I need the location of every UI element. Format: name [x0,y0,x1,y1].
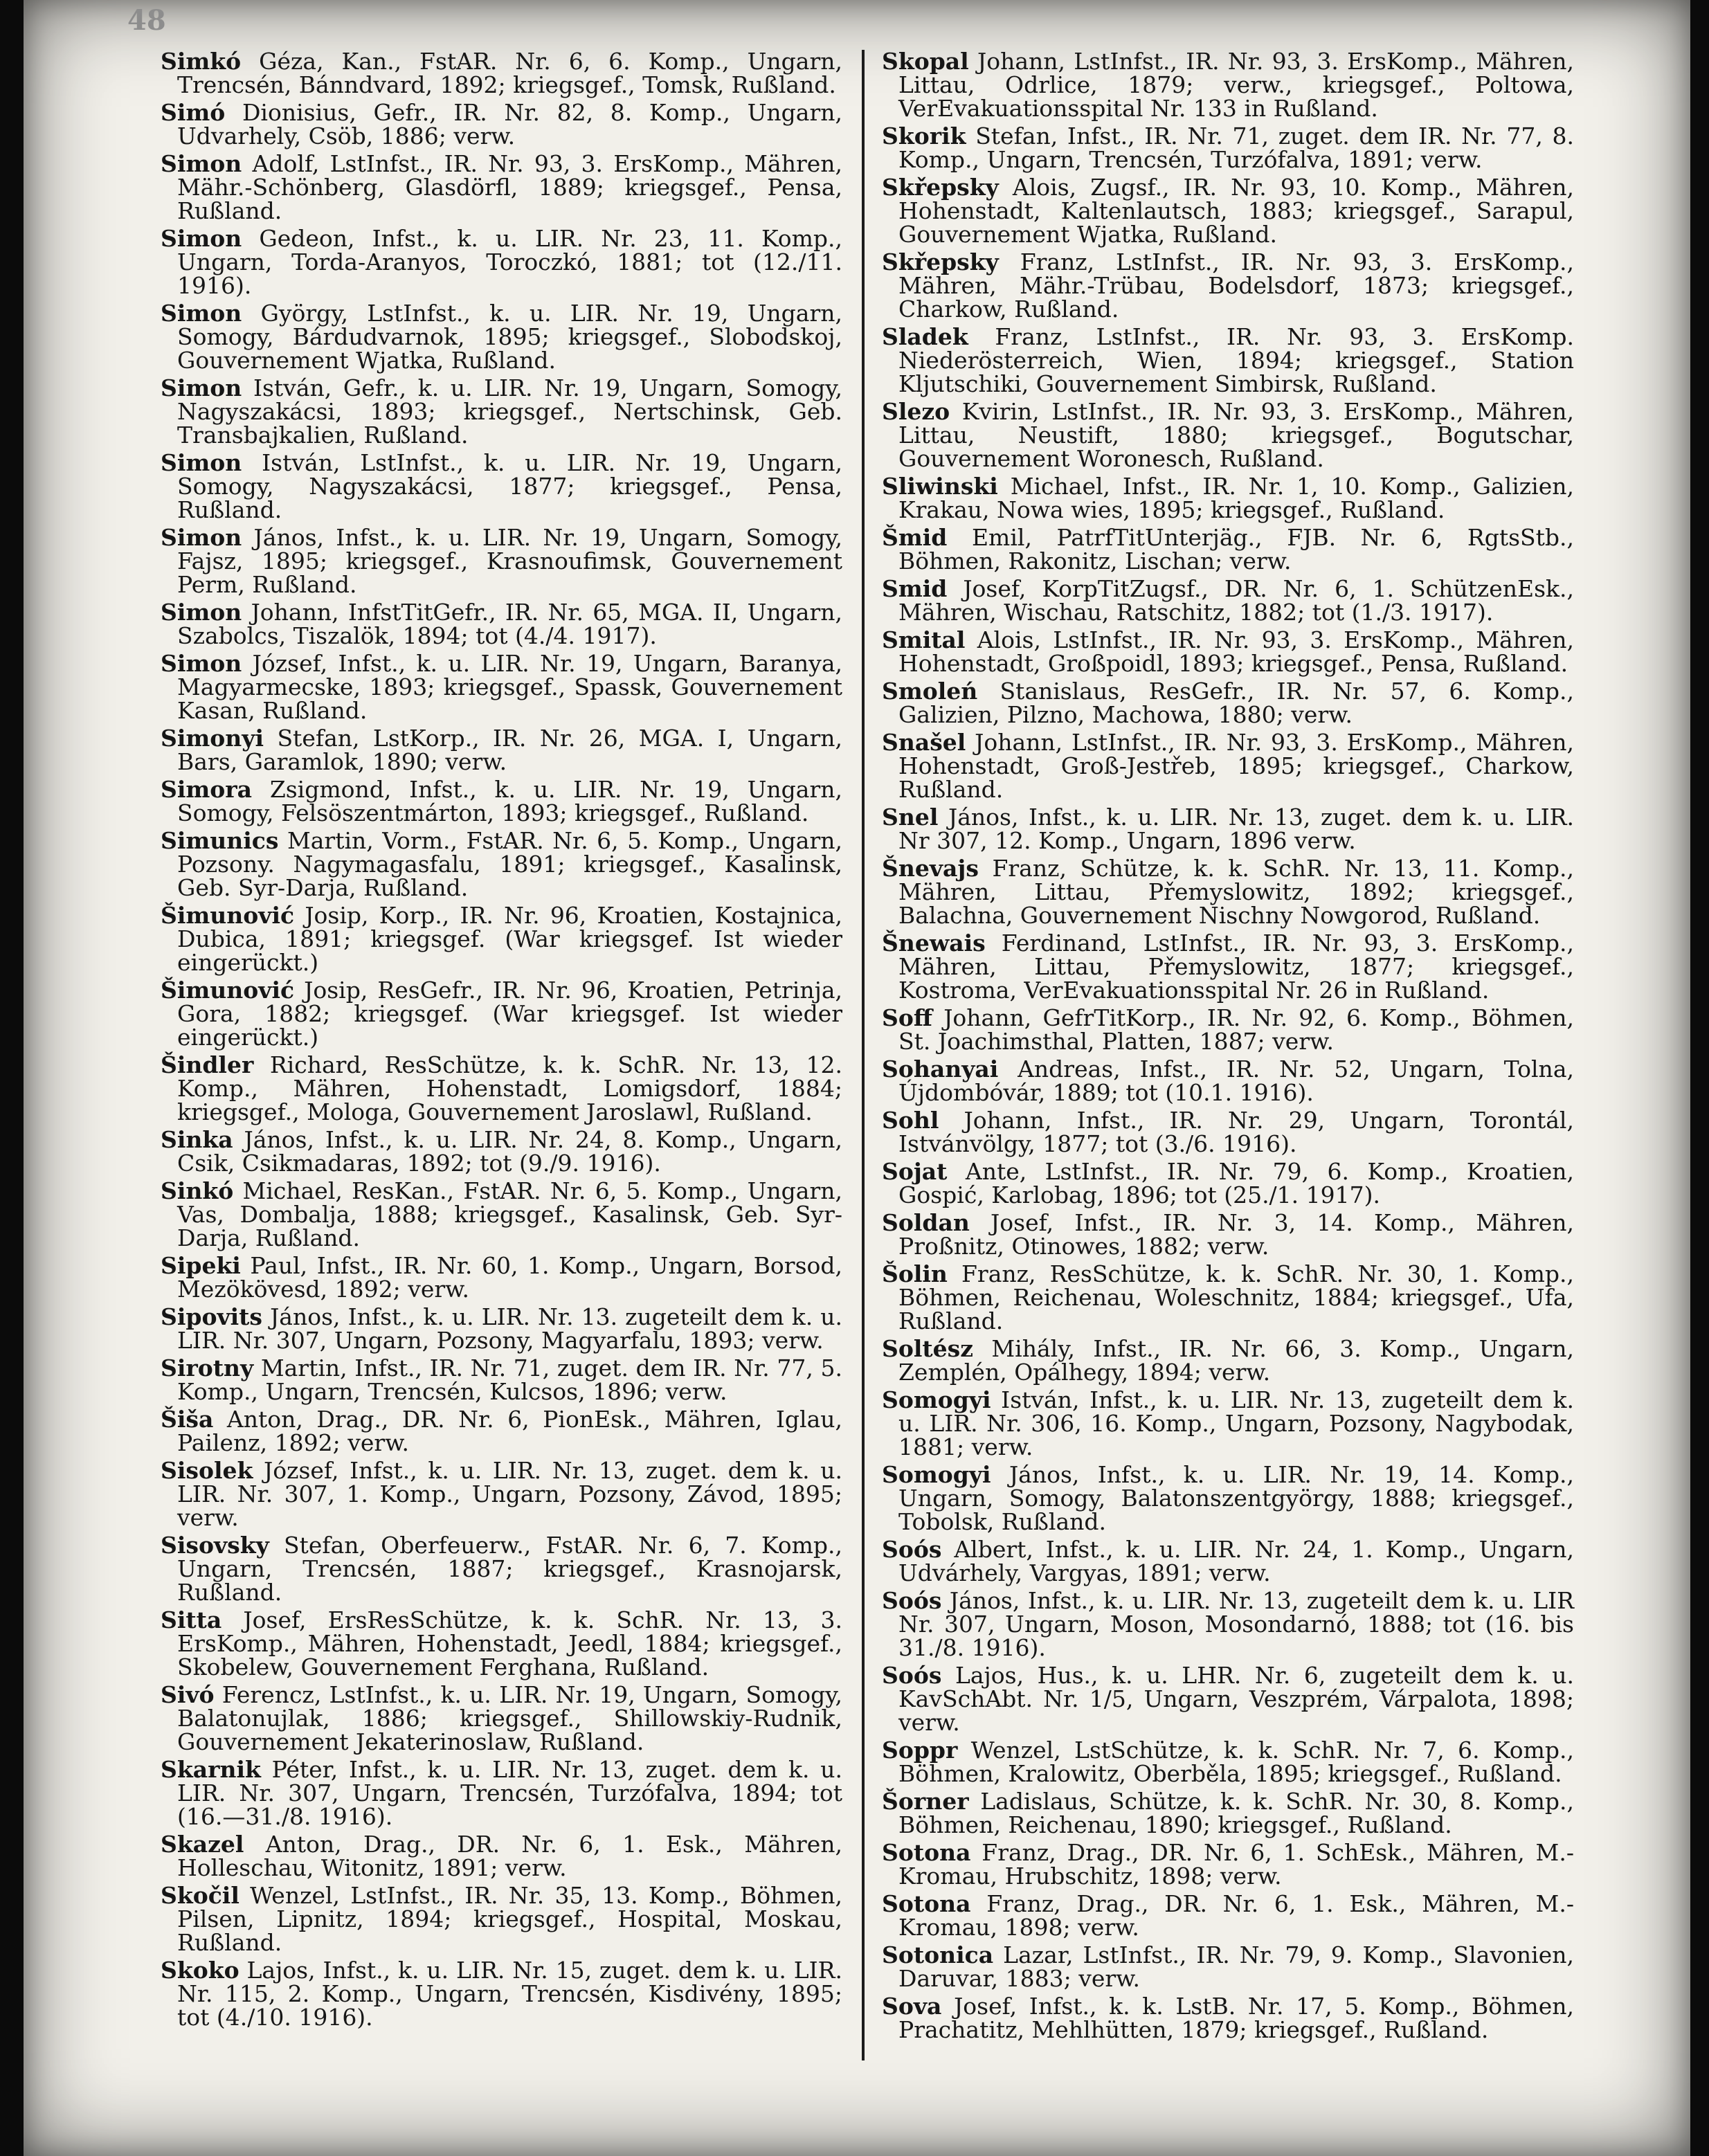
entry-surname: Soós [882,1662,942,1689]
entry-details: Adolf, LstInfst., IR. Nr. 93, 3. ErsKomp., Mähren, Mähr.-Schönberg, Glasdörfl, 1889; kriegsgef., Pensa, Rußland. [177,150,842,224]
entry-details: Dionisius, Gefr., IR. Nr. 82, 8. Komp., Ungarn, Udvarhely, Csöb, 1886; verw. [177,99,842,150]
entry-surname: Sivó [161,1681,215,1708]
entry-details: József, Infst., k. u. LIR. Nr. 13, zuget. dem k. u. LIR. Nr. 307, 1. Komp., Ungarn, Pozsony, Závod, 1895; verw. [177,1457,843,1531]
list-item [882,680,1574,727]
document-page [24,0,1690,2156]
entry-surname: Simon [161,599,242,626]
list-item [882,1941,1574,1992]
list-item [882,1337,1574,1384]
entry-surname: Simkó [161,48,242,75]
entry-details: István, LstInfst., k. u. LIR. Nr. 19, Ungarn, Somogy, Nagyszakácsi, 1877; kriegsgef., Pensa, Rußland. [177,449,842,523]
list-item [161,829,842,900]
list-item [161,1683,842,1754]
list-item [882,1739,1574,1786]
entry-surname: Šmid [882,524,948,551]
entry-details: Johann, LstInfst., IR. Nr. 93, 3. ErsKomp., Mähren, Littau, Odrlice, 1879; verw., kriegsgef., Poltowa, VerEvakuationsspital Nr. 133 in Rußland. [898,48,1574,122]
list-item [161,1305,842,1352]
entry-surname: Sohanyai [882,1056,999,1082]
list-item [161,1884,842,1955]
entry-details: Franz, Drag., DR. Nr. 6, 1. Esk., Mähren, M.-Kromau, 1898; verw. [898,1890,1574,1941]
entry-details: Ladislaus, Schütze, k. k. SchR. Nr. 30, 8. Komp., Böhmen, Reichenau, 1890; kriegsgef., Rußland. [898,1788,1574,1838]
entry-details: Franz, Schütze, k. k. SchR. Nr. 13, 11. Komp., Mähren, Littau, Přemyslowitz, 1892; kriegsgef., Balachna, Gouvernement Nischny Nowgorod, Rußland. [898,855,1574,929]
entry-surname: Sotonica [882,1941,994,1968]
entry-surname: Sotona [882,1839,971,1866]
right-column [882,50,1574,2046]
list-item [882,248,1574,323]
list-item [161,1408,842,1455]
entry-surname: Sliwinski [882,473,998,500]
entry-details: Josip, Korp., IR. Nr. 96, Kroatien, Kostajnica, Dubica, 1891; kriegsgef. (War kriegsgef. Ist wieder eingerückt.) [177,902,842,976]
entry-surname: Sinkó [161,1177,234,1204]
list-item [882,50,1574,120]
entry-details: Alois, Zugsf., IR. Nr. 93, 10. Komp., Mähren, Hohenstadt, Kaltenlautsch, 1883; kriegsgef., Sarapul, Gouvernement Wjatka, Rußland. [898,174,1574,248]
list-item [882,475,1574,522]
list-item [882,1109,1574,1156]
entry-surname: Simon [161,150,242,177]
list-item [161,1833,842,1880]
entry-details: Michael, Infst., IR. Nr. 1, 10. Komp., Galizien, Krakau, Nowa wies, 1895; kriegsgef., Rußland. [898,473,1574,523]
entry-details: Zsigmond, Infst., k. u. LIR. Nr. 19, Ungarn, Somogy, Felsöszentmárton, 1893; kriegsgef., Rußland. [177,776,842,826]
entry-details: Andreas, Infst., IR. Nr. 52, Ungarn, Tolna, Újdombóvár, 1889; tot (10.1. 1916). [898,1056,1574,1106]
entry-details: Josip, ResGefr., IR. Nr. 96, Kroatien, Petrinja, Gora, 1882; kriegsgef. (War kriegsgef. Ist wieder eingerückt.) [177,977,842,1051]
entry-surname: Skazel [161,1831,244,1858]
entry-details: Albert, Infst., k. u. LIR. Nr. 24, 1. Komp., Ungarn, Udvárhely, Vargyas, 1891; verw. [898,1536,1574,1586]
list-item [882,125,1574,172]
list-item [161,50,842,97]
entry-surname: Sipeki [161,1252,241,1279]
entry-details: János, Infst., k. u. LIR. Nr. 19, 14. Komp., Ungarn, Somogy, Balatonszentgyörgy, 1888; kriegsgef., Tobolsk, Rußland. [898,1461,1574,1535]
list-item [882,1006,1574,1053]
entry-surname: Sladek [882,323,968,350]
list-item [882,1664,1574,1734]
entry-surname: Sisolek [161,1457,253,1484]
entry-details: Josef, ErsResSchütze, k. k. SchR. Nr. 13, 3. ErsKomp., Mähren, Hohenstadt, Jeedl, 1884; kriegsgef., Skobelew, Gouvernement Ferghana, Rußland. [177,1606,842,1681]
entry-details: János, Infst., k. u. LIR. Nr. 19, Ungarn, Somogy, Fajsz, 1895; kriegsgef., Krasnoufimsk, Gouvernement Perm, Rußland. [177,524,842,598]
list-item [161,1606,842,1681]
entry-surname: Sitta [161,1606,222,1633]
list-item [161,1053,842,1124]
entry-surname: Sinka [161,1126,233,1153]
list-item [161,101,842,148]
list-item [882,1589,1574,1660]
list-item [882,526,1574,573]
entry-details: János, Infst., k. u. LIR. Nr. 13, zugeteilt dem k. u. LIR Nr. 307, Ungarn, Moson, Mosondarnó, 1888; tot (16. bis 31./8. 1916). [898,1587,1574,1661]
list-item [882,1211,1574,1258]
entry-details: János, Infst., k. u. LIR. Nr. 24, 8. Komp., Ungarn, Csik, Csikmadaras, 1892; tot (9./9. 1916). [177,1126,842,1177]
entry-surname: Smid [882,575,948,602]
list-item [882,176,1574,246]
entry-surname: Sirotny [161,1355,254,1382]
entry-details: István, Infst., k. u. LIR. Nr. 13, zugeteilt dem k. u. LIR. Nr. 306, 16. Komp., Ungarn, Pozsony, Nagybodak, 1881; verw. [898,1386,1574,1460]
entry-details: Martin, Vorm., FstAR. Nr. 6, 5. Komp., Ungarn, Pozsony. Nagymagasfalu, 1891; kriegsgef., Kasalinsk, Geb. Syr-Darja, Rußland. [177,827,842,901]
list-item [161,1959,842,2029]
list-item [882,1388,1574,1459]
entry-surname: Šimunović [161,902,295,929]
entry-surname: Soldan [882,1209,970,1236]
list-item [161,1254,842,1301]
entry-surname: Simonyi [161,725,264,752]
entry-details: Franz, LstInfst., IR. Nr. 93, 3. ErsKomp., Mähren, Mähr.-Trübau, Bodelsdorf, 1873; kriegsgef., Charkow, Rußland. [898,248,1574,323]
entry-surname: Sojat [882,1158,948,1185]
list-item [882,1995,1574,2042]
entry-details: János, Infst., k. u. LIR. Nr. 13. zugeteilt dem k. u. LIR. Nr. 307, Ungarn, Pozsony, Magyarfalu, 1893; verw. [177,1303,842,1354]
entry-details: János, Infst., k. u. LIR. Nr. 13, zuget. dem k. u. LIR. Nr 307, 12. Komp., Ungarn, 1896 verw. [898,804,1574,854]
entry-surname: Skřepsky [882,248,999,275]
entry-surname: Smital [882,626,966,653]
entry-surname: Snel [882,804,939,831]
entry-details: Gedeon, Infst., k. u. LIR. Nr. 23, 11. Komp., Ungarn, Torda-Aranyos, Toroczkó, 1881; tot (12./11. 1916). [177,225,842,299]
entry-details: Lajos, Hus., k. u. LHR. Nr. 6, zugeteilt dem k. u. KavSchAbt. Nr. 1/5, Ungarn, Veszprém, Várpalota, 1898; verw. [898,1662,1574,1736]
entry-surname: Sohl [882,1107,939,1134]
entry-details: Anton, Drag., DR. Nr. 6, 1. Esk., Mähren, Holleschau, Witonitz, 1891; verw. [177,1831,842,1881]
list-item [161,1179,842,1250]
entry-details: Péter, Infst., k. u. LIR. Nr. 13, zuget. dem k. u. LIR. Nr. 307, Ungarn, Trencsén, Turzófalva, 1894; tot (16.—31./8. 1916). [177,1756,842,1830]
page-number: 48 [127,4,166,37]
entry-details: Stefan, Infst., IR. Nr. 71, zuget. dem IR. Nr. 77, 8. Komp., Ungarn, Trencsén, Turzófalva, 1891; verw. [898,123,1574,173]
entry-details: Wenzel, LstInfst., IR. Nr. 35, 13. Komp., Böhmen, Pilsen, Lipnitz, 1894; kriegsgef., Hospital, Moskau, Rußland. [177,1882,842,1956]
entry-details: Josef, Infst., IR. Nr. 3, 14. Komp., Mähren, Proßnitz, Otinowes, 1882; verw. [898,1209,1574,1260]
entry-surname: Šnevajs [882,855,979,882]
entry-details: Kvirin, LstInfst., IR. Nr. 93, 3. ErsKomp., Mähren, Littau, Neustift, 1880; kriegsgef., Bogutschar, Gouvernement Woronesch, Rußland. [898,398,1574,472]
entry-surname: Šiša [161,1406,214,1433]
entry-details: Wenzel, LstSchütze, k. k. SchR. Nr. 7, 6. Komp., Böhmen, Kralowitz, Oberběla, 1895; kriegsgef., Rußland. [898,1737,1574,1787]
entry-details: György, LstInfst., k. u. LIR. Nr. 19, Ungarn, Somogy, Bárdudvarnok, 1895; kriegsgef., Slobodskoj, Gouvernement Wjatka, Rußland. [177,300,842,374]
list-item [882,628,1574,676]
entry-surname: Šimunović [161,977,295,1004]
entry-details: Johann, InfstTitGefr., IR. Nr. 65, MGA. II, Ungarn, Szabolcs, Tiszalök, 1894; tot (4./4. 1917). [177,599,842,649]
column-divider [862,50,865,2060]
list-item [882,857,1574,927]
entry-details: Alois, LstInfst., IR. Nr. 93, 3. ErsKomp., Mähren, Hohenstadt, Großpoidl, 1893; kriegsgef., Pensa, Rußland. [898,626,1574,677]
entry-surname: Šindler [161,1051,254,1078]
list-item [161,1459,842,1530]
left-column [161,50,842,2033]
entry-details: Stefan, Oberfeuerw., FstAR. Nr. 6, 7. Komp., Ungarn, Trencsén, 1887; kriegsgef., Krasnojarsk, Rußland. [177,1532,842,1606]
entry-details: Michael, ResKan., FstAR. Nr. 6, 5. Komp., Ungarn, Vas, Dombalja, 1888; kriegsgef., Kasalinsk, Geb. Syr-Darja, Rußland. [177,1177,842,1251]
entry-details: Géza, Kan., FstAR. Nr. 6, 6. Komp., Ungarn, Trencsén, Bánndvard, 1892; kriegsgef., Tomsk, Rußland. [177,48,842,98]
entry-details: Lajos, Infst., k. u. LIR. Nr. 15, zuget. dem k. u. LIR. Nr. 115, 2. Komp., Ungarn, Trencsén, Kisdivény, 1895; tot (4./10. 1916). [177,1957,842,2031]
list-item [882,1463,1574,1534]
list-item [161,302,842,372]
list-item [882,1790,1574,1837]
list-item [161,1534,842,1604]
entry-surname: Skopal [882,48,969,75]
entry-details: Lazar, LstInfst., IR. Nr. 79, 9. Komp., Slavonien, Daruvar, 1883; verw. [898,1941,1574,1992]
entry-details: Emil, PatrfTitUnterjäg., FJB. Nr. 6, RgtsStb., Böhmen, Rakonitz, Lischan; verw. [898,524,1574,574]
entry-details: Johann, LstInfst., IR. Nr. 93, 3. ErsKomp., Mähren, Hohenstadt, Groß-Jestřeb, 1895; kriegsgef., Charkow, Rußland. [898,729,1574,803]
list-item [161,152,842,223]
entry-surname: Soltész [882,1335,973,1362]
entry-details: Ferdinand, LstInfst., IR. Nr. 93, 3. ErsKomp., Mähren, Littau, Přemyslowitz, 1877; kriegsgef., Kostroma, VerEvakuationsspital Nr. 26 in Rußland. [898,930,1575,1004]
entry-surname: Simó [161,99,226,126]
entry-surname: Somogyi [882,1386,991,1413]
entry-details: Franz, Drag., DR. Nr. 6, 1. SchEsk., Mähren, M.-Kromau, Hrubschitz, 1898; verw. [898,1839,1574,1890]
list-item [161,374,842,449]
entry-surname: Soós [882,1587,942,1614]
list-item [882,1058,1574,1105]
entry-surname: Šnewais [882,930,986,957]
entry-surname: Simon [161,225,242,252]
entry-surname: Simon [161,374,242,401]
entry-surname: Snašel [882,729,966,756]
entry-details: Martin, Infst., IR. Nr. 71, zuget. dem IR. Nr. 77, 5. Komp., Ungarn, Trencsén, Kulcsos, 1896; verw. [177,1355,842,1405]
list-item [161,904,842,975]
entry-surname: Sova [882,1993,942,2020]
entry-surname: Soós [882,1536,942,1563]
entry-surname: Skočil [161,1882,239,1909]
entry-surname: Simon [161,300,242,327]
entry-details: Stefan, LstKorp., IR. Nr. 26, MGA. I, Ungarn, Bars, Garamlok, 1890; verw. [177,725,842,775]
entry-details: Josef, Infst., k. k. LstB. Nr. 17, 5. Komp., Böhmen, Prachatitz, Mehlhütten, 1879; kriegsgef., Rußland. [898,1993,1574,2043]
entry-surname: Simon [161,650,242,677]
entry-details: Richard, ResSchütze, k. k. SchR. Nr. 13, 12. Komp., Mähren, Hohenstadt, Lomigsdorf, 1884; kriegsgef., Mologa, Gouvernement Jaroslawl, Rußland. [177,1051,842,1125]
entry-details: István, Gefr., k. u. LIR. Nr. 19, Ungarn, Somogy, Nagyszakácsi, 1893; kriegsgef., Nertschinsk, Geb. Transbajkalien, Rußland. [177,374,842,449]
list-item [882,325,1574,396]
entry-details: Paul, Infst., IR. Nr. 60, 1. Komp., Ungarn, Borsod, Mezökövesd, 1892; verw. [177,1252,842,1303]
entry-details: Franz, ResSchütze, k. k. SchR. Nr. 30, 1. Komp., Böhmen, Reichenau, Woleschnitz, 1884; kriegsgef., Ufa, Rußland. [898,1260,1574,1334]
list-item [161,601,842,648]
list-item [161,451,842,522]
entry-surname: Šorner [882,1788,969,1815]
entry-surname: Sotona [882,1890,971,1917]
entry-details: Ferencz, LstInfst., k. u. LIR. Nr. 19, Ungarn, Somogy, Balatonujlak, 1886; kriegsgef., Shillowskiy-Rudnik, Gouvernement Jekaterinoslaw, Rußland. [177,1681,842,1755]
list-item [882,400,1574,471]
entry-surname: Simon [161,449,242,476]
entry-surname: Skorik [882,123,966,150]
entry-details: Ante, LstInfst., IR. Nr. 79, 6. Komp., Kroatien, Gospić, Karlobag, 1896; tot (25./1. 1917). [898,1158,1574,1208]
entry-surname: Skarnik [161,1756,261,1783]
entry-details: Franz, LstInfst., IR. Nr. 93, 3. ErsKomp. Niederösterreich, Wien, 1894; kriegsgef., Station Kljutschiki, Gouvernement Simbirsk, Rußland. [898,323,1574,397]
entry-details: Stanislaus, ResGefr., IR. Nr. 57, 6. Komp., Galizien, Pilzno, Machowa, 1880; verw. [898,678,1574,728]
entry-surname: Skoko [161,1957,239,1984]
list-item [882,806,1574,853]
entry-surname: Simon [161,524,242,551]
list-item [882,1538,1574,1585]
list-item [161,979,842,1049]
entry-details: Mihály, Infst., IR. Nr. 66, 3. Komp., Ungarn, Zemplén, Opálhegy, 1894; verw. [898,1335,1574,1386]
list-item [161,727,842,774]
entry-surname: Simunics [161,827,279,854]
entry-surname: Simora [161,776,253,803]
list-item [161,1128,842,1175]
list-item [161,778,842,825]
entry-surname: Soff [882,1004,932,1031]
entry-surname: Sisovsky [161,1532,269,1559]
entry-surname: Slezo [882,398,950,425]
list-item [161,1758,842,1829]
list-item [161,1357,842,1404]
entry-surname: Skřepsky [882,174,999,201]
entry-surname: Soppr [882,1737,958,1764]
entry-details: Johann, Infst., IR. Nr. 29, Ungarn, Torontál, Istvánvölgy, 1877; tot (3./6. 1916). [898,1107,1574,1157]
entry-details: Anton, Drag., DR. Nr. 6, PionEsk., Mähren, Iglau, Pailenz, 1892; verw. [177,1406,842,1456]
entry-details: Josef, KorpTitZugsf., DR. Nr. 6, 1. SchützenEsk., Mähren, Wischau, Ratschitz, 1882; tot (1./3. 1917). [898,575,1574,626]
entry-details: József, Infst., k. u. LIR. Nr. 19, Ungarn, Baranya, Magyarmecske, 1893; kriegsgef., Spassk, Gouvernement Kasan, Rußland. [177,650,842,724]
entry-surname: Šolin [882,1260,948,1287]
list-item [882,731,1574,801]
entry-surname: Smoleń [882,678,978,705]
list-item [882,1262,1574,1333]
entry-surname: Somogyi [882,1461,991,1488]
entry-surname: Sipovits [161,1303,262,1330]
list-item [882,1841,1574,1888]
list-item [882,1892,1574,1939]
entry-details: Johann, GefrTitKorp., IR. Nr. 92, 6. Komp., Böhmen, St. Joachimsthal, Platten, 1887; verw. [898,1004,1574,1055]
list-item [882,932,1574,1002]
list-item [161,526,842,597]
list-item [161,227,842,298]
list-item [161,652,842,723]
list-item [882,1160,1574,1207]
list-item [882,577,1574,624]
